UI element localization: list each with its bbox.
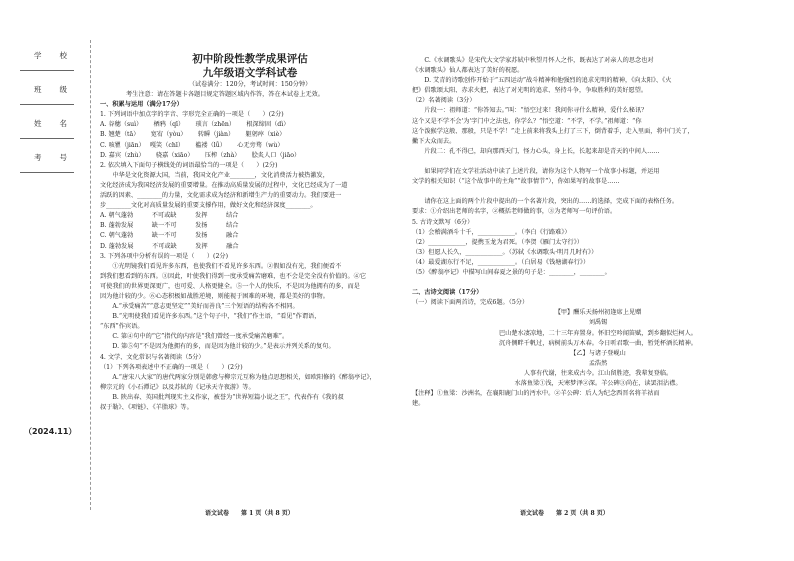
exam-date: （2024.11） (24, 427, 77, 436)
left-line: 文化经济成为我国经济发展的重要增量。在推动高质量发展的过程中，文化已经成为了一道 (100, 181, 348, 189)
right-line: 巴山楚水凄凉地，二十三年弃置身。怀旧空吟闻笛赋，到乡翻似烂柯人。 (499, 329, 697, 337)
exam-no-label: 考 号 (34, 153, 68, 162)
right-line (412, 278, 784, 288)
right-line: 要求：①介绍出老师的名字，②概括老师做的事，③为老师写一句评价语。 (412, 208, 617, 216)
page-1-column (100, 52, 400, 413)
right-line: 孟浩然 (588, 359, 608, 367)
left-line: 柳宗元的《小石潭记》以及苏轼的《记承天寺夜游》等。 (100, 383, 255, 391)
right-line: （1）会稽满酒斗十千，____________。（李白《行路难》） (412, 228, 571, 236)
left-line: 活跃的因素、________的力量，文化需求成为经济和新增生产力的重要动力。我们要进一 (100, 192, 342, 200)
left-line: 可使我们的世界更深更广，也可爱、人格更健全。⑤一个人的快乐，不是因为他拥有的多，而是 (100, 282, 360, 290)
right-line: 5. 古诗文默写（6分） (412, 218, 474, 226)
left-line: 中华是文化资源大国，当前，我国文化产业________，文化消费活力被热激发， (100, 171, 329, 179)
left-line: 1. 下列词语中加点字的字音、字形完全正确的一项是（ ）(2分) (100, 111, 284, 119)
left-line: A.“承受痛苦”“意志更坚定”“美好而善良”三个短语的结构各不相同。 (100, 303, 299, 311)
exam-no-field[interactable] (20, 172, 74, 173)
left-line: D. 蓬勃发展 不可或缺 发挥 融合 (100, 242, 239, 250)
right-line: 二、古诗文阅读（17分） (412, 289, 483, 297)
left-line: C. 咳瞿（jiān） 嘎笑（chī） 褴褛（lǚ） 心无旁骛（wù） (100, 141, 284, 149)
page-2-column (412, 56, 784, 409)
page-1-questions (100, 100, 400, 413)
right-line: （2）____________，提携玉龙为君死。（李贺《雁门太守行》） (412, 238, 583, 246)
left-line: B. 蓬勃发展 缺一不可 发扬 结合 (100, 222, 239, 230)
right-line: （一）阅读下面两首诗，完成6题。（5分） (412, 299, 529, 307)
class-label: 班 级 (34, 85, 68, 94)
right-line: 【乙】与诸子登岘山 (570, 349, 626, 357)
right-line: 建。 (412, 400, 425, 408)
page-1-footer: 语文试卷 第 1 页（共 8 页） (205, 510, 294, 517)
right-line: （2）名著阅读（3分） (412, 97, 476, 105)
right-line: 水落鱼梁①浅，天寒梦泽②深。羊公碑③尚在，读罢泪沾襟。 (514, 380, 682, 387)
right-line: 刘禹锡 (588, 319, 608, 327)
left-line: B. 陕出春、英国批判现实主义作家，被誉为“世界短篇小说之王”，代表作有《我的叔 (100, 393, 344, 401)
left-line: B.“光明使我们看见许多东西。”这个句子中，“我们”作主语，“看见”作谓语， (100, 313, 321, 321)
right-line: 《水调歌头》仙人都表达了美好的祝愿。 (412, 67, 524, 75)
right-line: C.《水调歌头》是宋代大文学家苏轼中秋望月怀人之作，既表达了对亲人的思念也对 (412, 57, 654, 64)
left-line: C. 第④句中的“它”指代的内容是“我们曾经一度承受痛苦磨难”。 (100, 333, 289, 341)
right-line: 沉舟侧畔千帆过，病树前头万木春。今日听君歌一曲，暂凭杯酒长精神。 (499, 339, 697, 347)
left-line: 叔于勒》、《项链》、《羊脂球》等。 (100, 404, 193, 411)
right-line: 人事有代谢，往来成古今。江山留胜迹，我辈复登临。 (523, 369, 673, 377)
right-line (412, 157, 784, 167)
right-line: 撇下大众而去。 (412, 137, 456, 145)
right-line: （3）但愿人长久，____________。（苏轼《水调歌头·明月几时有》） (412, 248, 598, 256)
left-line: 一、积累与运用（满分17分） (100, 101, 183, 109)
left-line: 3. 下列各项中分析有误的一项是（ ）(2分) (100, 252, 229, 260)
right-line: 片段一：祖师道：“你答知去。”叫：“悟空过来！我问你寻什么精神，爱什么秘讯？ (412, 107, 648, 115)
right-line (412, 187, 784, 197)
right-line: （5）《醉翁亭记》中描写山间春夏之景的句子是：________，________。 (412, 268, 611, 276)
exam-title-2: 九年级语文学科试卷 (202, 67, 298, 79)
page-2-questions (412, 56, 784, 409)
right-line: 把》倡歌颂太阳、赤求火把，表达了对光明的追求、坚持斗争，争取胜利的美好愿望。 (412, 87, 648, 95)
school-label: 学 校 (34, 51, 68, 60)
fold-line (90, 40, 92, 510)
right-line: 这个又是不学不会'为'字门中之法也，你学么？”悟空道：“不学，不学。”祖师道：“你 (412, 117, 642, 125)
left-line: 到我们想看到的东西。③因此，叶使我们得到一度承受痛苦磨难，也不会是完全没有价值的。④它 (100, 272, 367, 280)
left-line: ①光明镜我们看见许多东西，也使我们不看见许多东西。②假如没有光，我们便看不 (100, 262, 342, 270)
left-line: D. 嘉宾（zhù） 骁嘉（xiāo） 压榨（zhà） 脍炙人口（jiāo） (100, 151, 301, 159)
left-line: A.“唐宋八大家”的唐代两家分别是韩愈与柳宗元互称为他点思想相关，如欧阳修的《醉翁亭记》， (100, 373, 376, 381)
left-line: 步________文化对高质量发展的重要支撑作用，做好文化和经济深度________。 (100, 202, 317, 210)
left-line: 因为他计较的少。⑥心态积极如战胜逆境，则能视于困难的环境，都是美好的事物。 (100, 292, 329, 300)
exam-notice: 考生注意：请在答题卡各题目规定答题区域内作答，答在本试卷上无效。 (126, 91, 324, 99)
left-line: D. 第⑤句“不是因为他拥有的多，而是因为他计较的少。”是表示并列关系的复句。 (100, 343, 335, 351)
exam-title-1: 初中阶段性教学成果评估 (192, 53, 308, 65)
left-line: C. 朝气蓬勃 缺一不可 发扬 融合 (100, 232, 239, 240)
page-2-footer: 语文试卷 第 2 页（共 8 页） (520, 510, 609, 517)
left-line: 4. 文学、文化常识与名著阅读（5分） (100, 353, 205, 361)
right-line: 【甲】酬乐天扬州初逢席上见赠 (554, 309, 642, 317)
left-line: B. 翘楚（tā） 宽宥（yòu） 转瞬（jiàn） 躯躬瘁（xiè） (100, 131, 286, 139)
name-label: 姓 名 (34, 119, 68, 128)
right-line: （4）最爱湖东行不足，____________。（白居易《钱塘湖春行》） (412, 258, 590, 266)
exam-info: （试卷满分：120分，考试时间：150分钟） (188, 81, 312, 88)
left-line: A. 谷穗（suì） 栖鸦（qī） 琐言（zhēn） 根深缔固（dì） (100, 121, 290, 129)
left-line: A. 朝气蓬勃 不可或缺 发挥 结合 (100, 212, 239, 220)
right-line: 请你在这上面的两个片段中提出的一个名著片段，突出的……的选择，完成下面的表格任务。 (412, 198, 679, 206)
right-line: 片段二：孔不得已，却向那西天门，怪力心头，身上长，长起来却是青天的中间人…… (412, 147, 660, 155)
left-line: 2. 依次填入下面句子横线处的词语最恰当的一项是（ ）(2分) (100, 161, 278, 169)
right-line: D. 艾青的诗歌创作开始于“五四运动”战斗精神和他强烈的追求光明的精神，《向太阳》、《火 (412, 77, 672, 85)
school-field[interactable] (20, 70, 74, 71)
right-line: 如果同学们在文学社活动中读了上述片段，请你为这个人物写一个故事小标题，并运用 (412, 168, 660, 176)
left-line: （1）下列各项表述中不正确的一项是（ ）(2分) (100, 363, 243, 371)
class-field[interactable] (20, 104, 74, 105)
name-field[interactable] (20, 138, 74, 139)
left-line: “东西”作宾语。 (100, 323, 144, 331)
right-line: 这个泼猴学这般、那般，只是不学！”走上前来将我头上打了三下，倒背着手，走入里面，将中门关了， (412, 127, 694, 135)
right-line: 【注释】①鱼梁：沙洲名，在襄阳鹿门山的沔水中。②羊公碑：后人为纪念西晋名将羊祜而 (412, 390, 660, 398)
right-line: 文学的相关知识（“这个故事中的主角”“故事情节”），你如果写的故事是…… (412, 178, 620, 186)
